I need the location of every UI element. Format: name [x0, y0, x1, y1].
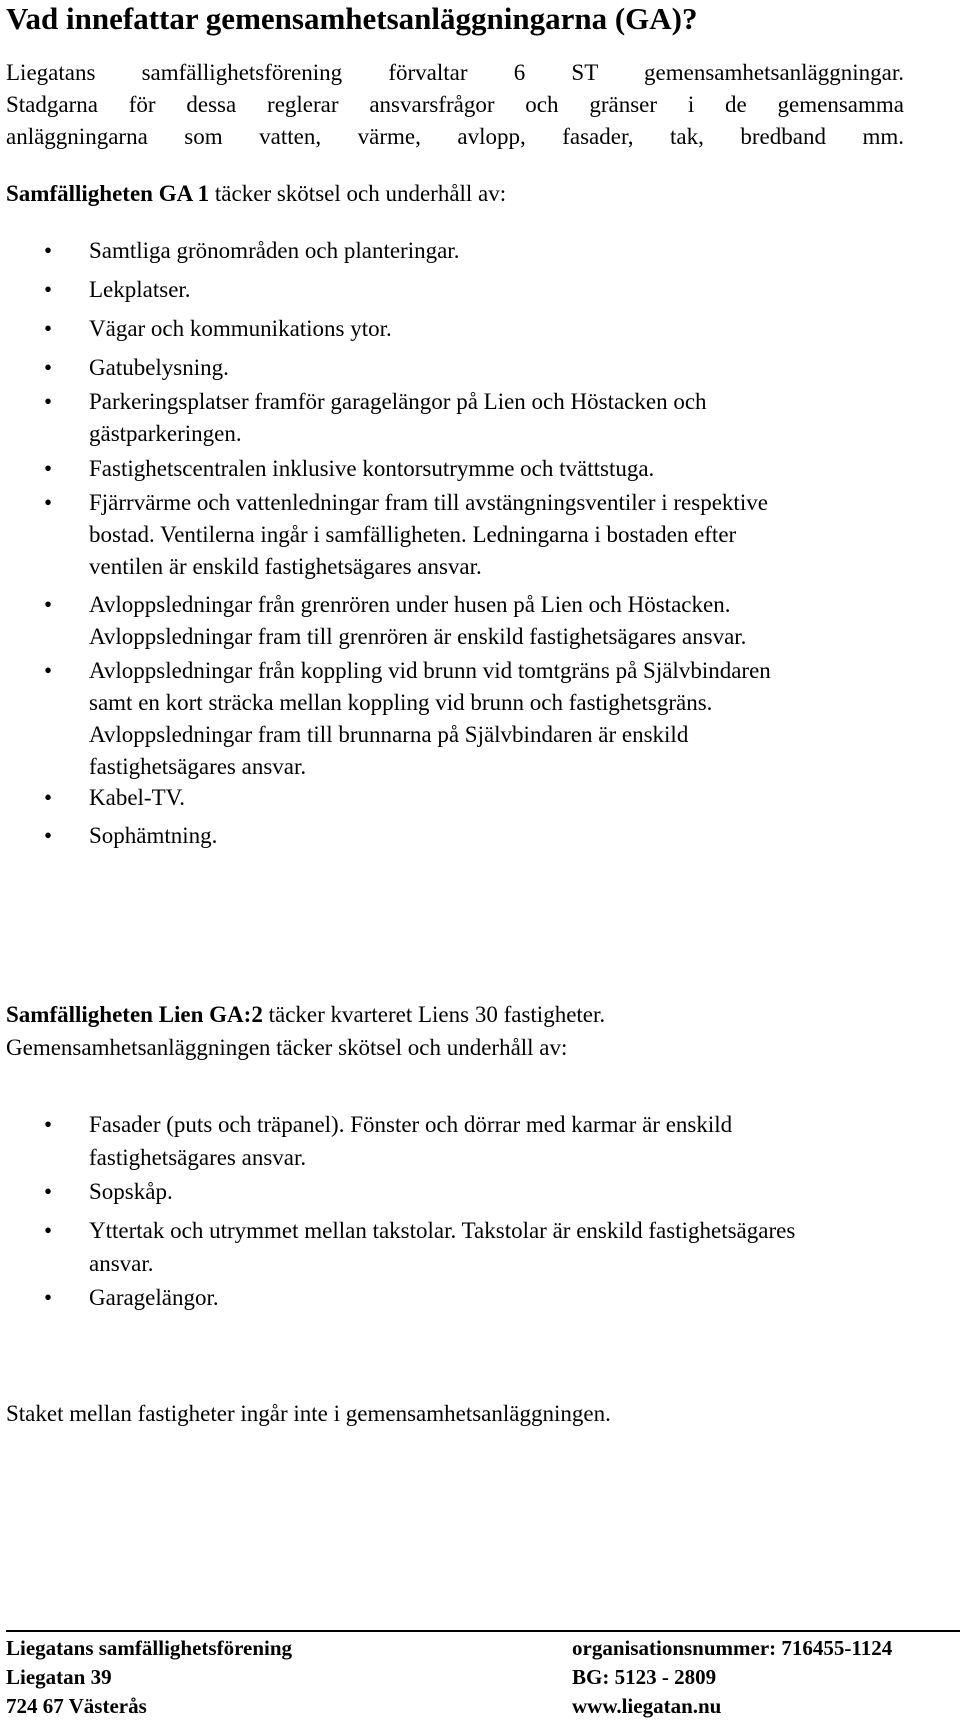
bullet-icon: •: [44, 490, 53, 515]
intro-line-1: Liegatans samfällighetsförening förvaltar 6 ST gemensamhetsanläggningar.: [6, 60, 904, 85]
list-item-line: bostad. Ventilerna ingår i samfälligheten. Ledningarna i bostaden efter: [89, 522, 737, 547]
bullet-icon: •: [44, 785, 53, 810]
list-item-line: Parkeringsplatser framför garagelängor på Lien och Höstacken och: [89, 389, 707, 414]
page-heading: Vad innefattar gemensamhetsanläggningarna (GA)?: [6, 1, 698, 36]
list-item-line: Vägar och kommunikations ytor.: [89, 316, 392, 341]
list-item-line: Garagelängor.: [89, 1285, 219, 1310]
bullet-icon: •: [44, 456, 53, 481]
list-item-line: Fjärrvärme och vattenledningar fram till avstängningsventiler i respektive: [89, 490, 768, 515]
ga1-title-rest: täcker skötsel och underhåll av:: [209, 181, 507, 206]
list-item-line: Avloppsledningar fram till grenrören är enskild fastighetsägares ansvar.: [89, 624, 747, 649]
bullet-icon: •: [44, 277, 53, 302]
list-item-line: Fasader (puts och träpanel). Fönster och dörrar med karmar är enskild: [89, 1112, 733, 1137]
bullet-icon: •: [44, 823, 53, 848]
bullet-icon: •: [44, 1218, 53, 1243]
ga2-title: [6, 999, 605, 1031]
ga2-title-rest: täcker kvarteret Liens 30 fastigheter.: [262, 1002, 606, 1027]
bullet-icon: •: [44, 1112, 53, 1137]
list-item-line: Gatubelysning.: [89, 355, 229, 380]
bullet-icon: •: [44, 1179, 53, 1204]
closing-note: Staket mellan fastigheter ingår inte i gemensamhetsanläggningen.: [6, 1401, 611, 1426]
list-item-line: fastighetsägares ansvar.: [89, 754, 307, 779]
ga1-title-bold: Samfälligheten GA 1: [6, 181, 210, 206]
bullet-icon: •: [44, 316, 53, 341]
bullet-icon: •: [44, 1285, 53, 1310]
footer-street: Liegatan 39: [6, 1665, 112, 1689]
list-item-line: Avloppsledningar från grenrören under husen på Lien och Höstacken.: [89, 592, 731, 617]
ga2-title-bold: Samfälligheten Lien GA:2: [6, 1002, 263, 1027]
intro-line-3: anläggningarna som vatten, värme, avlopp, fasader, tak, bredband mm.: [6, 124, 904, 149]
list-item-line: Sophämtning.: [89, 823, 218, 848]
footer-org-name: Liegatans samfällighetsförening: [6, 1636, 293, 1660]
list-item-line: fastighetsägares ansvar.: [89, 1145, 307, 1170]
list-item-line: Kabel-TV.: [89, 785, 186, 810]
list-item-line: ventilen är enskild fastighetsägares ansvar.: [89, 554, 482, 579]
ga2-subtitle: Gemensamhetsanläggningen täcker skötsel och underhåll av:: [6, 1035, 568, 1060]
list-item-line: Lekplatser.: [89, 277, 191, 302]
ga1-title: [6, 178, 506, 210]
footer-website: www.liegatan.nu: [572, 1694, 722, 1718]
footer-bankgiro: BG: 5123 - 2809: [572, 1665, 717, 1689]
intro-line-2: Stadgarna för dessa reglerar ansvarsfrågor och gränser i de gemensamma: [6, 92, 904, 117]
bullet-icon: •: [44, 355, 53, 380]
list-item-line: Avloppsledningar fram till brunnarna på Självbindaren är enskild: [89, 722, 689, 747]
list-item-line: Samtliga grönområden och planteringar.: [89, 238, 460, 263]
bullet-icon: •: [44, 658, 53, 683]
list-item-line: samt en kort sträcka mellan koppling vid brunn och fastighetsgräns.: [89, 690, 713, 715]
footer-postal: 724 67 Västerås: [6, 1694, 147, 1718]
list-item-line: Avloppsledningar från koppling vid brunn vid tomtgräns på Självbindaren: [89, 658, 771, 683]
list-item-line: Sopskåp.: [89, 1179, 173, 1204]
bullet-icon: •: [44, 389, 53, 414]
footer-divider: [6, 1630, 960, 1632]
bullet-icon: •: [44, 238, 53, 263]
footer-org-number: organisationsnummer: 716455-1124: [572, 1636, 893, 1660]
list-item-line: Yttertak och utrymmet mellan takstolar. Takstolar är enskild fastighetsägares: [89, 1218, 796, 1243]
bullet-icon: •: [44, 592, 53, 617]
list-item-line: ansvar.: [89, 1251, 154, 1276]
list-item-line: Fastighetscentralen inklusive kontorsutrymme och tvättstuga.: [89, 456, 655, 481]
list-item-line: gästparkeringen.: [89, 421, 242, 446]
